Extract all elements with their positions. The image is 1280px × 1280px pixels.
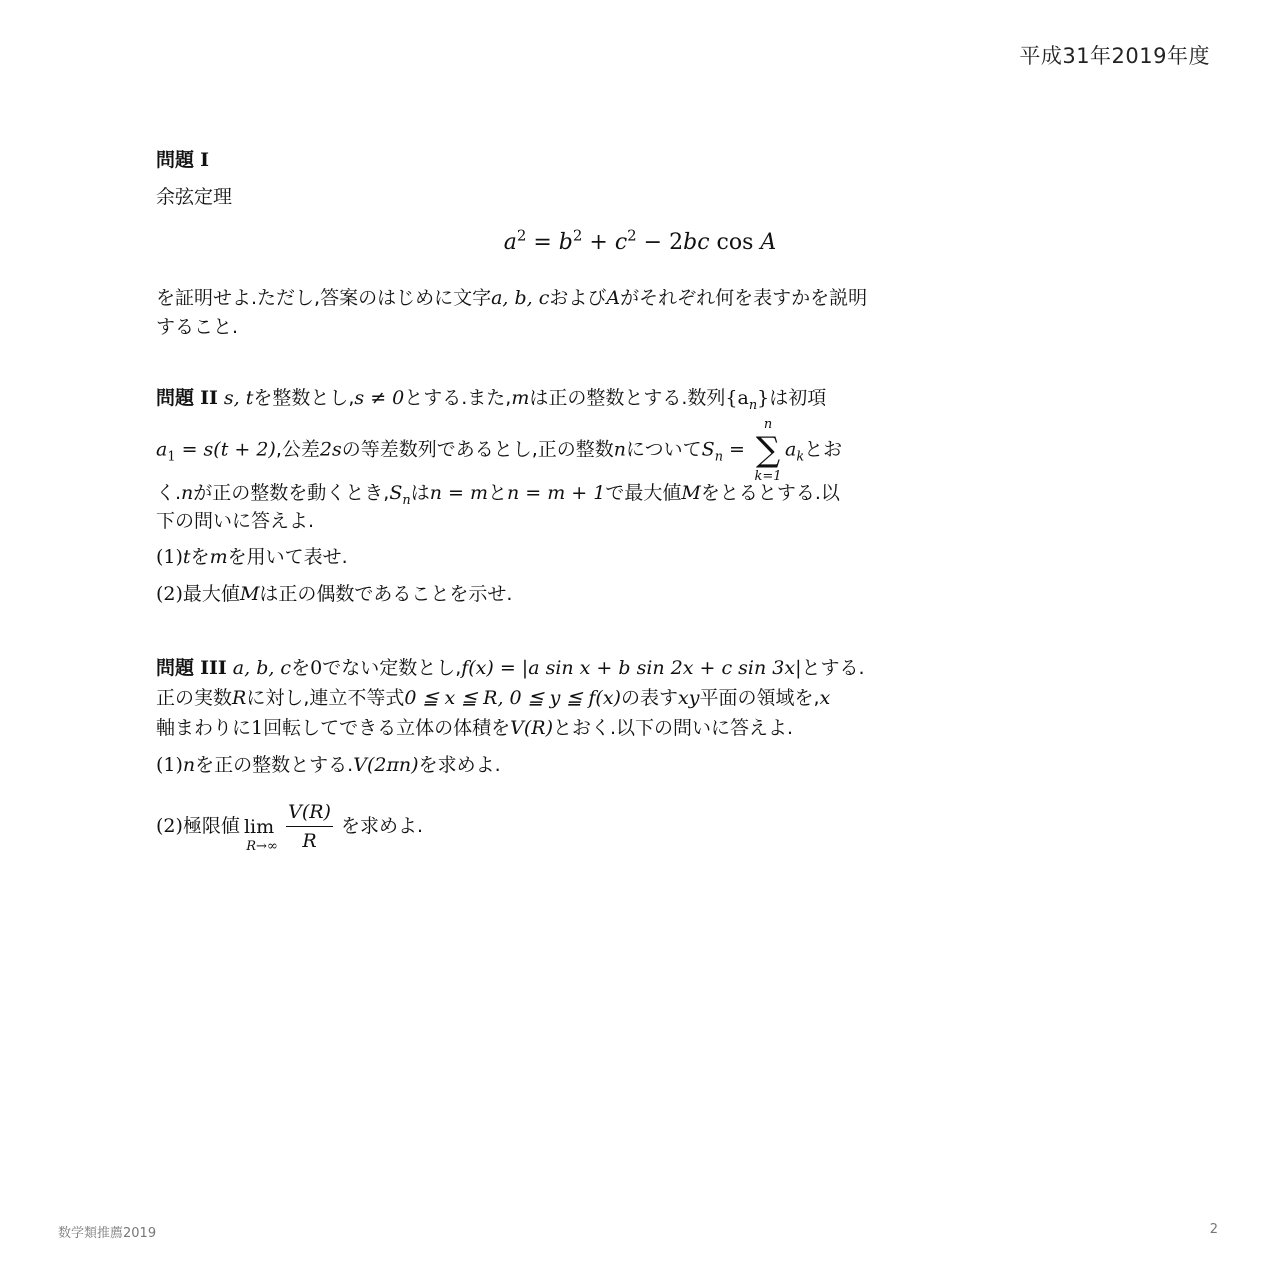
problem-2-line-1: 問題 II s, tを整数とし,s ≠ 0とする.また,mは正の整数とする.数列$\{a_n\}$は初項 [156, 387, 827, 413]
problem-3-question-1: (1)nを正の整数とする.V(2πn)を求めよ. [156, 754, 501, 776]
problem-1-subtitle: 余弦定理 [156, 186, 233, 208]
problem-1-heading [156, 148, 209, 172]
problem-2-line-2: $a_1 = s(t + 2)$,公差2sの等差数列であるとし,正の整数nについて$S_n$ = n ∑ k=1 $a_k$とお [156, 417, 843, 484]
problem-3-line-3: 軸まわりに1回転してできる立体の体積をV(R)とおく.以下の問いに答えよ. [156, 717, 794, 739]
problem-3-question-2: (2)極限値 lim R→∞ $\frac{V(R)}{R}$ を求めよ. [156, 801, 424, 854]
fraction: $\frac{V(R)}{R}$ [288, 801, 331, 852]
footer-title: 数学類推薦2019 [58, 1226, 157, 1241]
problem-3-line-1: 問題 III a, b, cを0でない定数とし,f(x) = |a sin x + b sin 2x + c sin 3x|とする. [156, 657, 865, 679]
problem-1-text-line-2: すること. [156, 316, 239, 338]
summation-symbol: n ∑ k=1 [754, 417, 782, 484]
problem-3-line-2: 正の実数Rに対し,連立不等式0 ≦ x ≦ R, 0 ≦ y ≦ f(x)の表すxy平面の領域を,x [156, 687, 831, 709]
law-of-cosines-equation: $a^2 = b^2 + c^2 - 2bc$ cos A [503, 226, 777, 255]
problem-2-question-2: (2)最大値Mは正の偶数であることを示せ. [156, 583, 513, 605]
limit-expression: lim R→∞ [243, 815, 278, 854]
problem-numeral: I [200, 149, 209, 171]
problem-2-line-3: く.nが正の整数を動くとき$,S_n$はn = mとn = m + 1で最大値Mをとるとする.以 [156, 482, 840, 508]
page-number: 2 [1209, 1222, 1218, 1237]
header-year: 平成31年2019年度 [1019, 44, 1210, 68]
problem-1-text-line-1: を証明せよ.ただし,答案のはじめに文字a, b, cおよびAがそれぞれ何を表すかを説明 [156, 287, 868, 309]
problem-2-question-1: (1)tをmを用いて表せ. [156, 546, 348, 568]
problem-2-line-4: 下の問いに答えよ. [156, 510, 315, 532]
problem-label: 問題 [156, 149, 195, 171]
